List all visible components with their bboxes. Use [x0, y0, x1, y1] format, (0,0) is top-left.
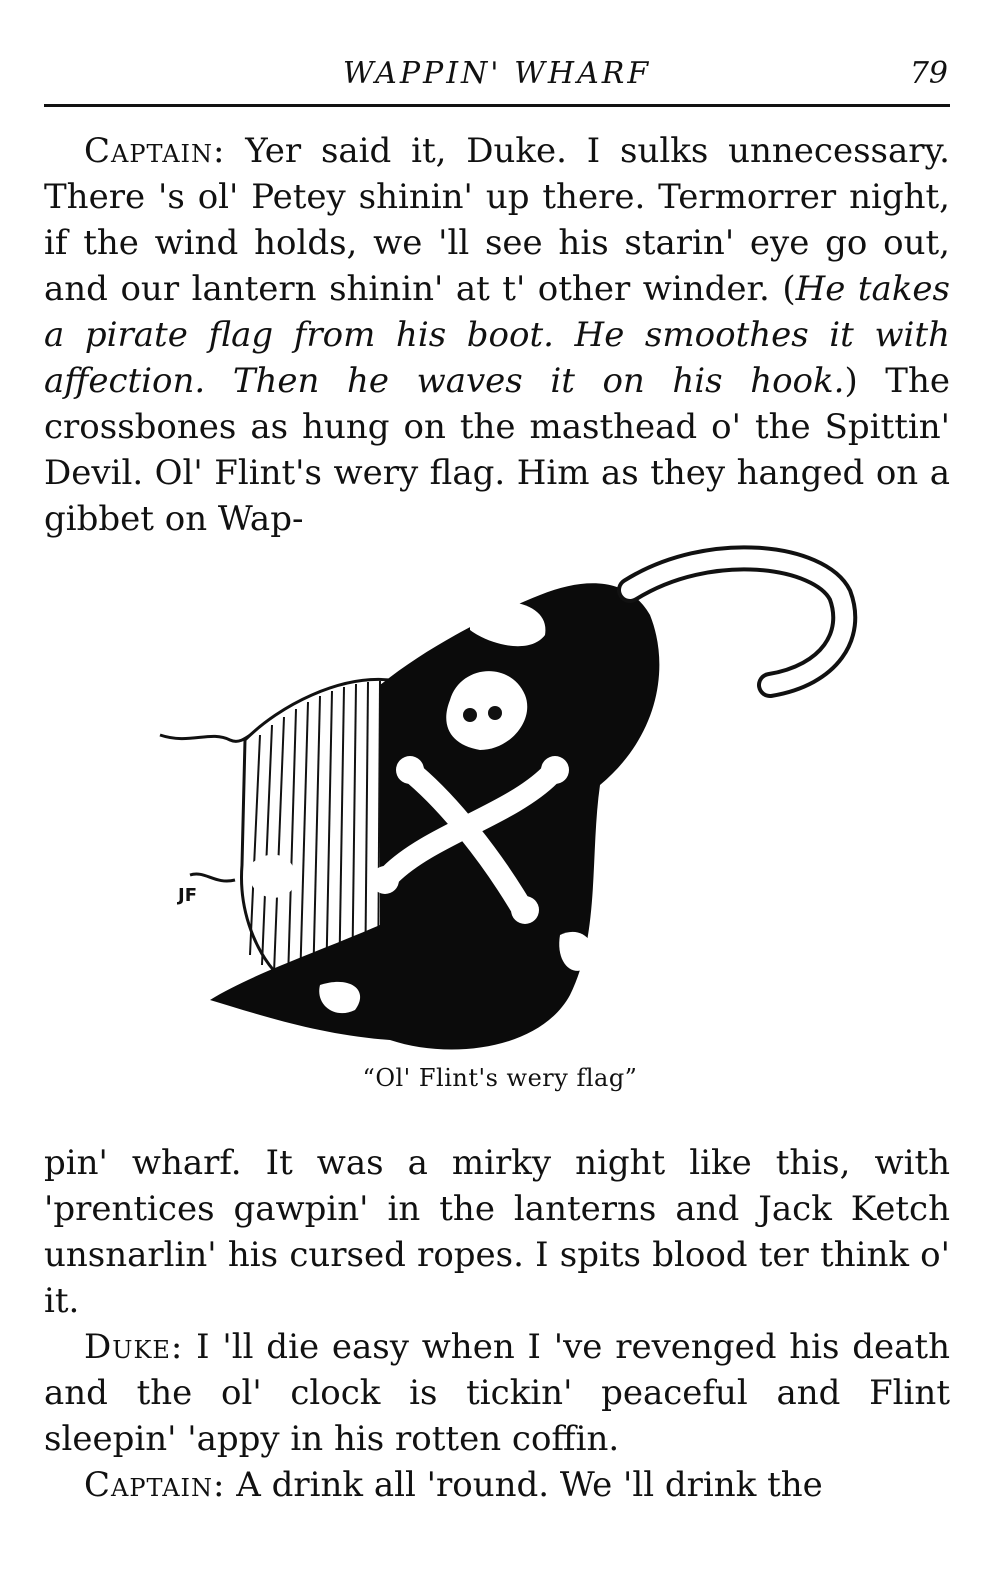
dialogue-text: A drink all 'round. We 'll drink the — [225, 1465, 823, 1505]
running-title: WAPPIN' WHARF — [342, 56, 652, 91]
pirate-flag-illustration — [150, 535, 870, 1065]
figure-caption: “Ol' Flint's wery flag” — [362, 1064, 638, 1092]
pirate-flag-drawing — [150, 535, 870, 1065]
dialogue-text: I 'll die easy when I 've revenged his death and the ol' clock is tickin' peaceful and Flint sleepin' 'appy in his rotten coffin. — [44, 1327, 950, 1459]
dialogue-paragraph-continued: pin' wharf. It was a mirky night like this, with 'prentices gawpin' in the lanterns and Jack Ketch unsnarlin' his cursed ropes. I spits blood ter think o' it. — [44, 1143, 950, 1321]
dialogue-text: Yer said it, Duke. I sulks unnecessary. There 's ol' Petey shinin' up there. Termorrer night, if the wind holds, we 'll see his starin' eye go out, and our lantern shinin' at t' other winder. ( — [44, 131, 950, 309]
speaker-name: Captain: — [84, 131, 226, 171]
speaker-name: Captain: — [84, 1465, 226, 1505]
page-number: 79 — [909, 56, 948, 91]
dialogue-paragraph-captain-2 — [44, 1462, 950, 1508]
dialogue-text: ) The crossbones as hung on the masthead o' the Spittin' Devil. Ol' Flint's wery flag. Him as they hanged on a gibbet on Wap- — [44, 361, 950, 539]
dialogue-paragraph-captain — [44, 128, 950, 542]
artist-signature: JF — [178, 885, 197, 906]
dialogue-paragraph-duke — [44, 1324, 950, 1462]
header-rule — [44, 104, 950, 107]
speaker-name: Duke: — [84, 1327, 184, 1367]
stage-direction: He takes a pirate flag from his boot. He smoothes it with affection. Then he waves it on his hook. — [44, 269, 950, 401]
page-header — [44, 52, 950, 102]
